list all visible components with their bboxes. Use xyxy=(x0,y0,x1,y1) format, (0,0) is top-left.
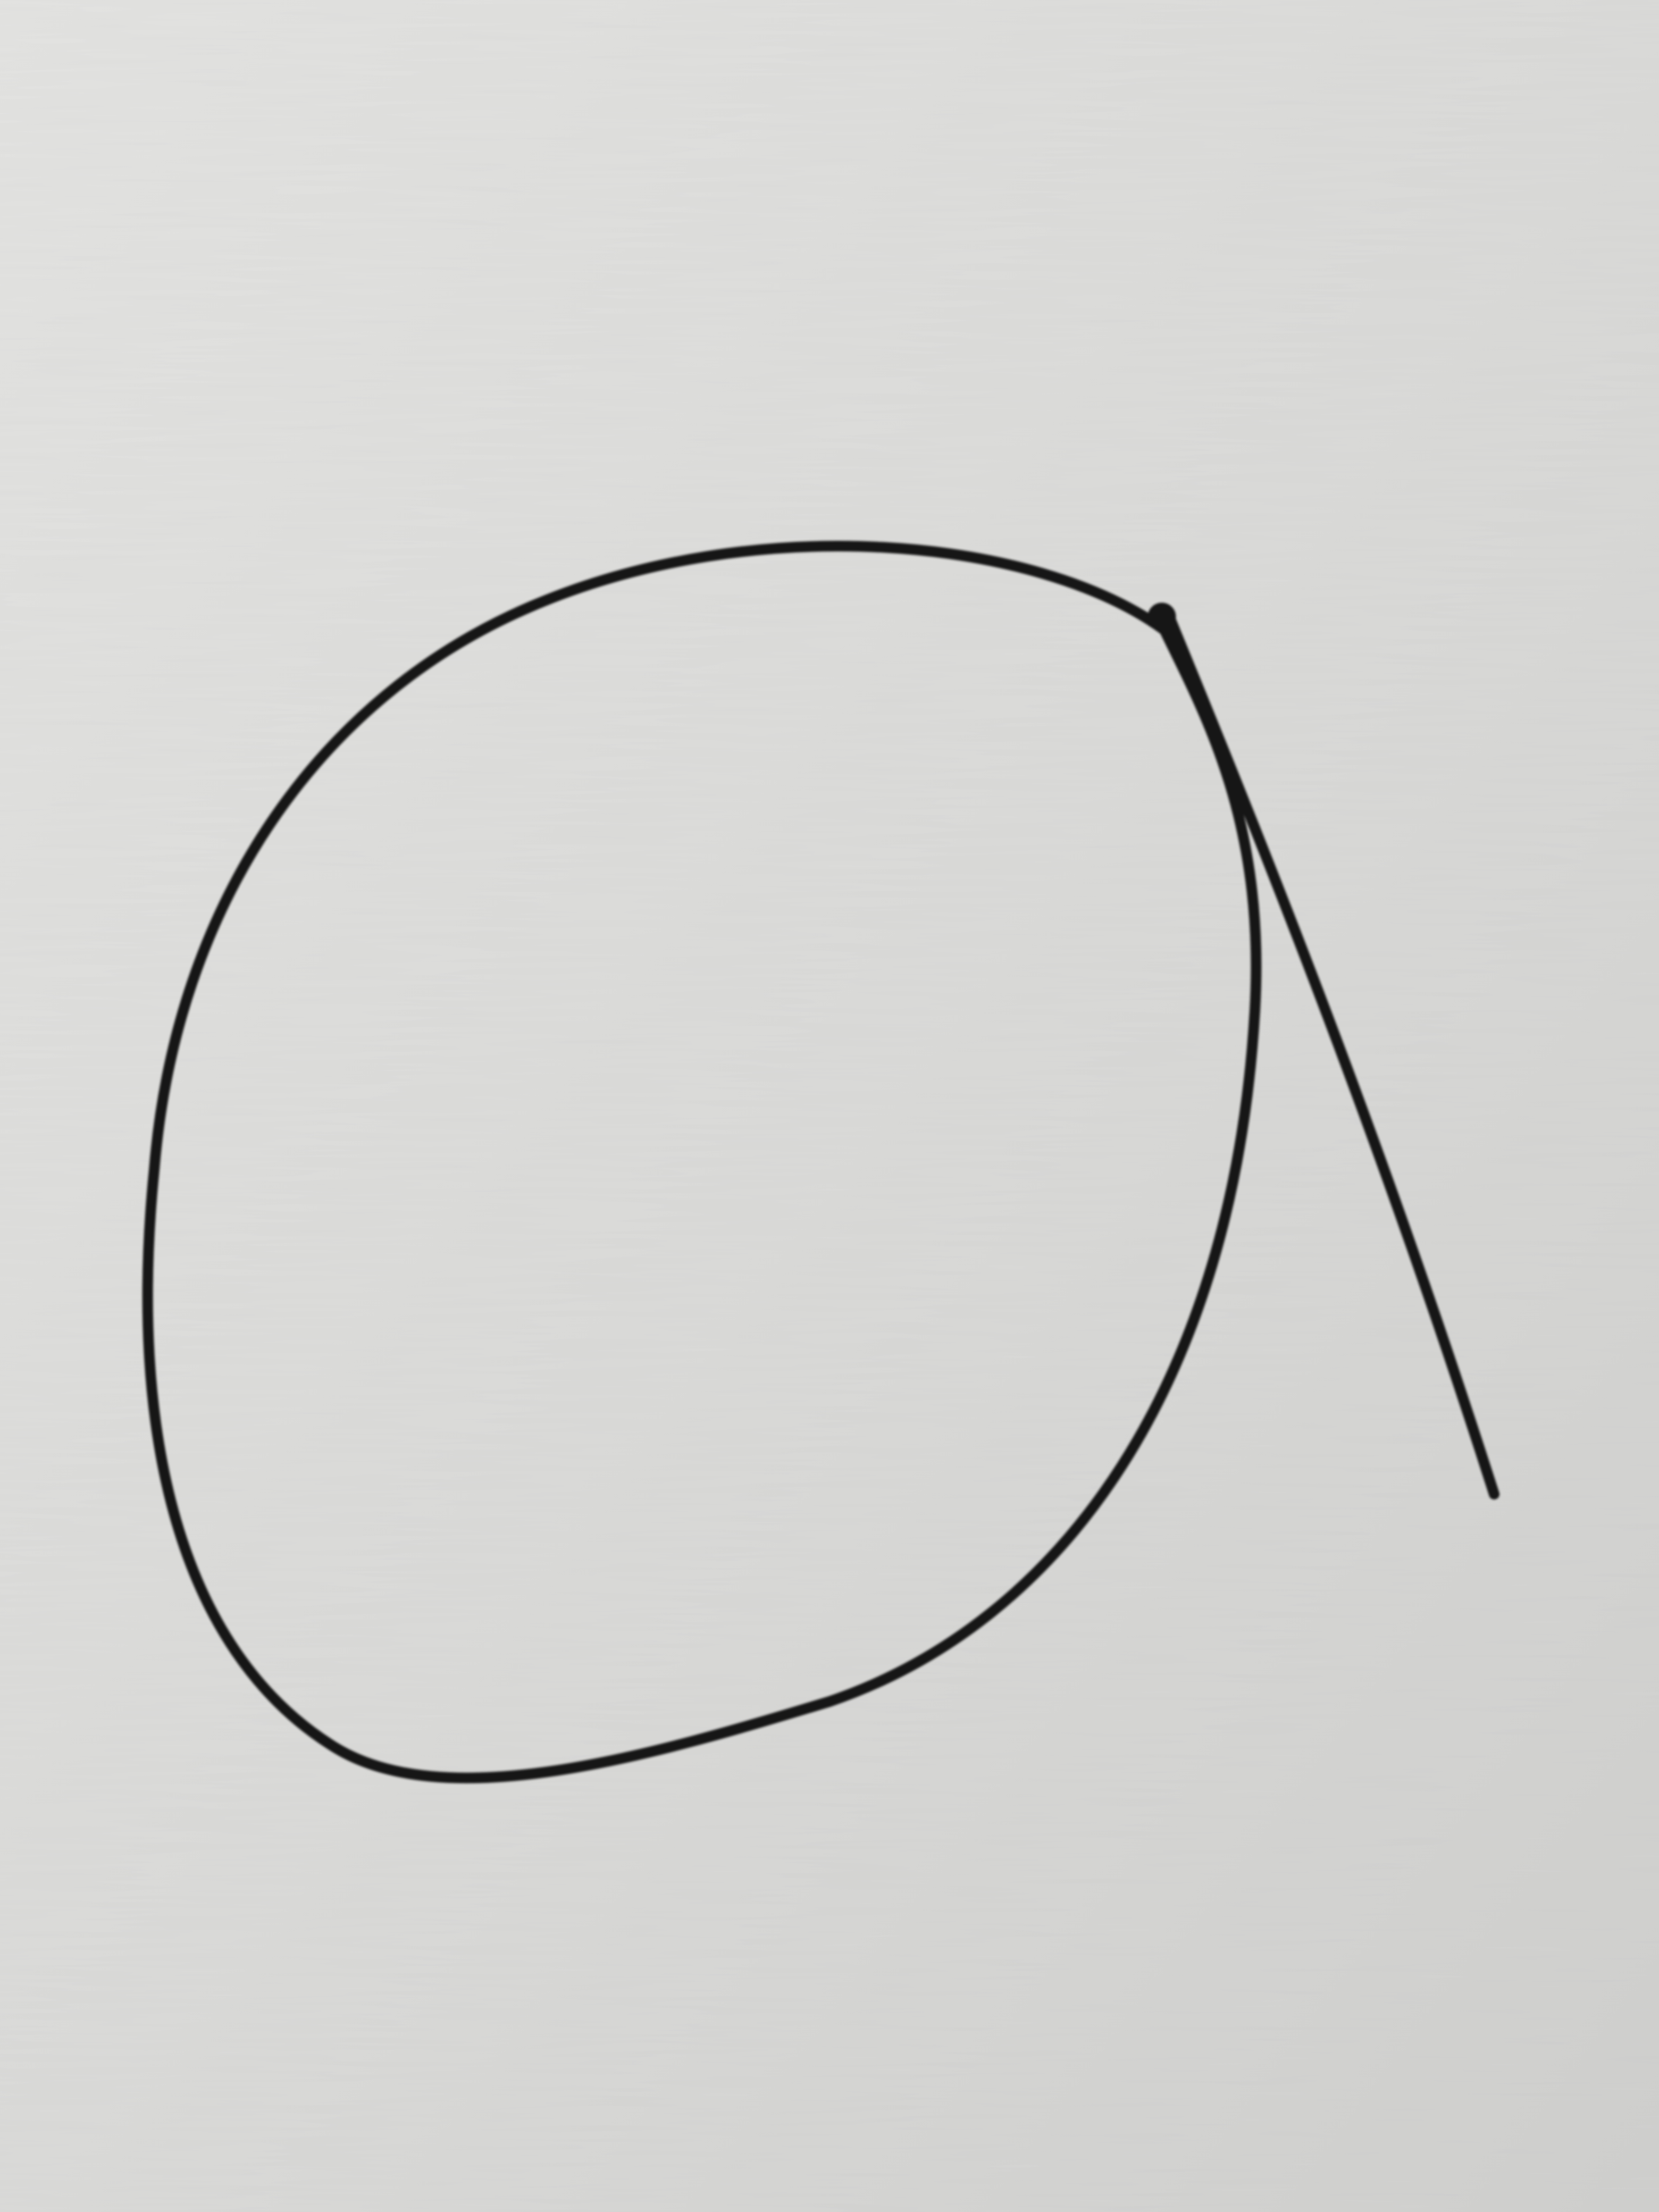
pen-start-dot xyxy=(1148,603,1176,631)
